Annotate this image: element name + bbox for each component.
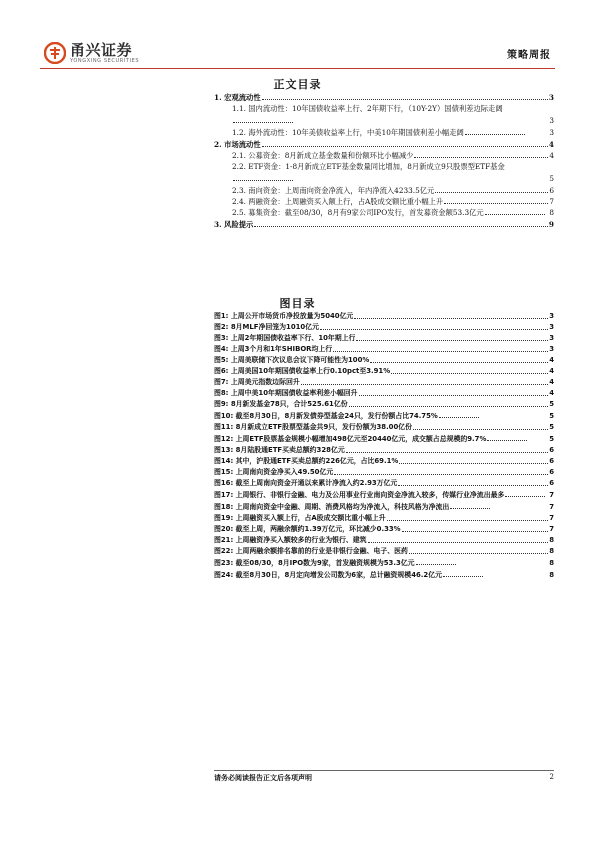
page-footer: [214, 773, 554, 783]
figure-entry[interactable]: [214, 535, 554, 546]
dot-leader: [349, 406, 549, 407]
dot-leader: [346, 452, 548, 453]
figure-entry[interactable]: [214, 524, 554, 535]
figure-entry-label: 图7: 上周美元指数边际回升: [214, 378, 300, 386]
toc-entry-page: 5: [549, 174, 554, 183]
figure-entry-label: 图18: 上周南向资金中金融、周期、消费风格均为净流入，科技风格为净流出: [214, 503, 450, 511]
dot-leader: [354, 318, 548, 319]
figure-entry-label: 图14: 其中，沪股通ETF买卖总额约226亿元，占比69.1%: [214, 457, 399, 465]
figure-entry[interactable]: [214, 311, 554, 322]
toc-entry[interactable]: [214, 219, 554, 230]
toc-entry-label: 2.5. 募集资金：截至08/30，8月有9家公司IPO发行，首发募资金额53.3亿元: [232, 208, 484, 217]
dot-leader: [505, 496, 545, 497]
toc-entry-label: 2.3. 南向资金：上周南向资金净流入，年内净流入4233.5亿元: [232, 186, 435, 195]
toc-entry-label: 2. 市场流动性: [214, 140, 261, 149]
figure-entry[interactable]: [214, 569, 554, 581]
toc-entry-label: 1. 宏观流动性: [214, 93, 261, 102]
toc-entry-page: 6: [549, 186, 554, 195]
figure-entry-page: 4: [549, 356, 554, 364]
toc-title: 正文目录: [273, 78, 322, 91]
figure-entry[interactable]: [214, 388, 554, 399]
toc-entry-page: 3: [549, 128, 554, 137]
figure-entry-page: 4: [549, 378, 554, 386]
figure-entry-label: 图11: 8月新成立ETF股票型基金共9只，发行份额为38.00亿份: [214, 423, 413, 431]
figure-entry-label: 图15: 上周南向资金净买入49.50亿元: [214, 468, 334, 476]
figure-entry-label: 图8: 上周中美10年期国债收益率利差小幅回升: [214, 389, 358, 397]
logo-name-cn: 甬兴证券: [70, 40, 133, 59]
figure-list-title: 图目录: [279, 297, 316, 310]
dot-leader: [254, 226, 548, 227]
toc-entry[interactable]: [214, 207, 554, 219]
figure-entry-page: 6: [549, 446, 554, 454]
figure-entry[interactable]: [214, 489, 554, 501]
toc-entry-page: 3: [549, 116, 554, 125]
figure-entry-label: 图16: 截至上周南向资金开通以来累计净流入约2.93万亿元: [214, 479, 398, 487]
figure-entry[interactable]: [214, 467, 554, 478]
toc-entry-label: 2.4. 两融资金：上周融资买入额上行，占A股成交额比重小幅上升: [232, 197, 444, 206]
figure-entry-label: 图12: 上周ETF股票基金规模小幅增加498亿元至20440亿元，成交额占总规模的9.7%: [214, 435, 487, 443]
figure-entry[interactable]: [214, 557, 554, 569]
dot-leader: [409, 553, 548, 554]
page-number: 2: [549, 773, 554, 781]
dot-leader: [262, 146, 548, 147]
dot-leader: [387, 520, 549, 521]
dot-leader: [359, 395, 549, 396]
dot-leader: [399, 463, 548, 464]
dot-leader: [356, 340, 548, 341]
figure-entry[interactable]: [214, 333, 554, 344]
figure-entry[interactable]: [214, 399, 554, 410]
figure-entry-page: 4: [549, 389, 554, 397]
figure-entry[interactable]: [214, 344, 554, 355]
figure-entry[interactable]: [214, 377, 554, 388]
dot-leader: [398, 485, 548, 486]
figure-entry[interactable]: [214, 478, 554, 489]
report-type: 策略周报: [507, 50, 551, 61]
figure-entry[interactable]: [214, 422, 554, 433]
toc-entry-label: 2.1. 公募资金：8月新成立基金数量和份额环比小幅减少: [232, 151, 414, 160]
footer-disclaimer: 请务必阅读报告正文后各项声明: [214, 773, 312, 782]
dot-leader: [413, 429, 548, 430]
toc-entry[interactable]: [214, 150, 554, 161]
figure-entry-page: 3: [549, 323, 554, 331]
header-divider: [40, 68, 555, 69]
figure-entry-label: 图1: 上周公开市场货币净投放量为5040亿元: [214, 312, 354, 320]
figure-entry-label: 图24: 截至8月30日，8月定向增发公司数为6家，总计融资规模46.2亿元: [214, 571, 442, 579]
figure-entry-page: 8: [549, 547, 554, 555]
dot-leader: [487, 440, 527, 441]
toc-entry-label: 1.1. 国内流动性：10年国债收益率上行、2年期下行，（10Y-2Y）国债利差边际走阔: [232, 104, 503, 113]
figure-entry[interactable]: [214, 445, 554, 456]
figure-entry-page: 8: [549, 536, 554, 544]
toc-entry[interactable]: [214, 185, 554, 196]
dot-leader: [370, 362, 548, 363]
toc-entry-page: 7: [549, 197, 554, 206]
figure-entry-page: 5: [549, 412, 554, 420]
figure-entry-label: 图9: 8月新发基金78只，合计525.61亿份: [214, 400, 348, 408]
dot-leader: [262, 99, 548, 100]
dot-leader: [485, 214, 545, 215]
dot-leader: [320, 329, 548, 330]
dot-leader: [368, 542, 549, 543]
figure-entry-page: 8: [549, 571, 554, 579]
toc-entry-label: 1.2. 海外流动性：10年美债收益率上行，中美10年期国债利差小幅走阔: [232, 128, 464, 137]
figure-entry-page: 6: [549, 479, 554, 487]
dot-leader: [334, 474, 548, 475]
dot-leader: [450, 508, 490, 509]
figure-entry-label: 图21: 上周融资净买入额较多的行业为银行、建筑: [214, 536, 367, 544]
figure-entry-page: 7: [549, 514, 554, 522]
toc-entry[interactable]: [214, 139, 554, 150]
figure-entry[interactable]: [214, 546, 554, 557]
figure-entry-page: 7: [549, 525, 554, 533]
figure-entry-label: 图22: 上周两融余额排名靠前的行业是非银行金融、电子、医药: [214, 547, 408, 555]
figure-entry[interactable]: [214, 433, 554, 445]
company-logo-icon: [44, 42, 66, 64]
figure-entry-page: 5: [549, 423, 554, 431]
figure-entry-page: 4: [549, 367, 554, 375]
figure-entry[interactable]: [214, 355, 554, 366]
page-header: [40, 38, 555, 68]
toc-entry-page: 4: [549, 151, 554, 160]
figure-entry[interactable]: [214, 322, 554, 333]
figure-entry[interactable]: [214, 456, 554, 467]
figure-entry-label: 图23: 截至08/30，8月IPO数为9家，首发融资规模为53.3亿元: [214, 559, 415, 567]
dot-leader: [402, 531, 549, 532]
figure-entry-page: 5: [549, 400, 554, 408]
figure-entry-page: 6: [549, 468, 554, 476]
figure-entry[interactable]: [214, 501, 554, 513]
dot-leader: [439, 417, 479, 418]
dot-leader: [301, 384, 548, 385]
figure-entry-label: 图17: 上周银行、非银行金融、电力及公用事业行业南向资金净流入较多，传媒行业净流出最多: [214, 491, 505, 499]
dot-leader: [416, 564, 456, 565]
company-logo: [44, 42, 139, 64]
dot-leader: [444, 203, 548, 204]
toc-entry[interactable]: [214, 127, 554, 139]
figure-list: [214, 311, 554, 581]
figure-entry-label: 图5: 上周美联储下次议息会议下降可能性为100%: [214, 356, 370, 364]
toc-entry[interactable]: [214, 161, 554, 185]
figure-entry-page: 3: [549, 345, 554, 353]
figure-entry-label: 图3: 上周2年期国债收益率下行、10年期上行: [214, 334, 356, 342]
figure-entry-label: 图6: 上周美国10年期国债收益率上行0.10pct至3.91%: [214, 367, 391, 375]
toc-entry-label: 2.2. ETF资金：1-8月新成立ETF基金数量同比增加，8月新成立9只股票型ETF基金: [232, 162, 505, 171]
figure-entry-page: 6: [549, 457, 554, 465]
figure-entry-page: 7: [549, 503, 554, 511]
toc-list: [214, 92, 554, 230]
dot-leader: [391, 373, 548, 374]
figure-entry-page: 3: [549, 334, 554, 342]
toc-entry-page: 4: [548, 140, 554, 149]
figure-entry[interactable]: [214, 410, 554, 422]
figure-entry-page: 7: [549, 491, 554, 499]
logo-name-en: YONGXING SECURITIES: [70, 57, 140, 64]
figure-entry-label: 图4: 上周3个月和1年SHIBOR均上行: [214, 345, 333, 353]
toc-entry-label: 3. 风险提示: [214, 220, 254, 229]
dot-leader: [443, 576, 483, 577]
figure-entry-page: 3: [549, 312, 554, 320]
dot-leader: [465, 134, 525, 135]
figure-entry[interactable]: [214, 366, 554, 377]
figure-entry-label: 图20: 截至上周，两融余额约1.39万亿元，环比减少0.33%: [214, 525, 401, 533]
dot-leader: [233, 180, 293, 181]
figure-entry-page: 5: [549, 435, 554, 443]
toc-entry[interactable]: [214, 103, 554, 127]
dot-leader: [233, 122, 293, 123]
figure-entry-label: 图10: 截至8月30日，8月新发债券型基金24只，发行份额占比74.75%: [214, 412, 438, 420]
figure-entry-page: 8: [549, 559, 554, 567]
dot-leader: [414, 157, 548, 158]
footer-divider: [214, 770, 554, 771]
toc-entry[interactable]: [214, 196, 554, 207]
figure-entry-label: 图13: 8月陆股通ETF买卖总额约328亿元: [214, 446, 345, 454]
figure-entry-label: 图19: 上周融资买入额上行，占A股成交额比重小幅上升: [214, 514, 386, 522]
dot-leader: [435, 192, 548, 193]
figure-entry-label: 图2: 8月MLF净回笼为1010亿元: [214, 323, 320, 331]
toc-entry-page: 8: [549, 208, 554, 217]
dot-leader: [333, 351, 548, 352]
toc-entry-page: 3: [548, 93, 554, 102]
figure-entry[interactable]: [214, 513, 554, 524]
toc-entry-page: 9: [548, 220, 554, 229]
toc-entry[interactable]: [214, 92, 554, 103]
